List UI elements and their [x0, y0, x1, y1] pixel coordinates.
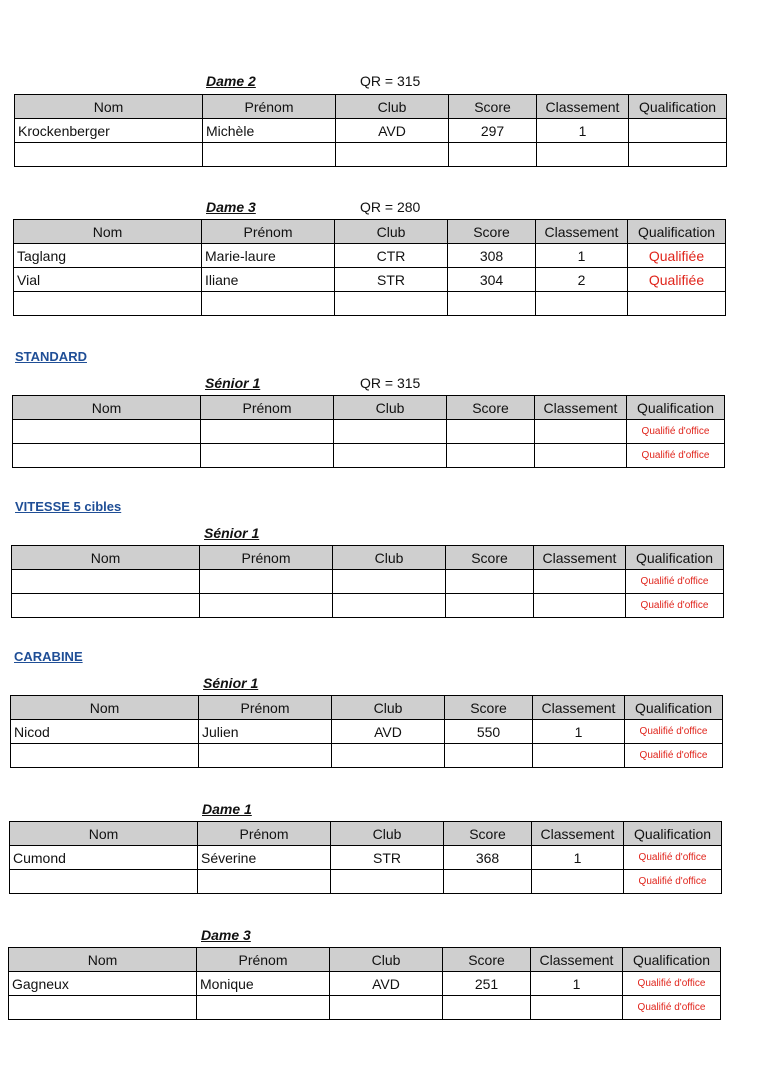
- cell-qualification: Qualifié d'office: [624, 870, 722, 894]
- cell-prenom: [203, 143, 336, 167]
- table-header-row: [10, 822, 722, 846]
- results-table: [10, 695, 723, 768]
- cell-club: [333, 594, 446, 618]
- header-club: Club: [335, 220, 448, 244]
- cell-nom: Gagneux: [9, 972, 197, 996]
- table-row: [13, 444, 725, 468]
- results-table: [11, 545, 724, 618]
- category-title: Sénior 1: [204, 525, 260, 541]
- cell-qualification: Qualifié d'office: [627, 420, 725, 444]
- cell-score: [444, 870, 532, 894]
- header-nom: Nom: [15, 95, 203, 119]
- cell-classement: [536, 292, 628, 316]
- cell-qualification: [629, 119, 727, 143]
- cell-score: [447, 444, 535, 468]
- cell-score: [445, 744, 533, 768]
- cell-club: AVD: [332, 720, 445, 744]
- table-row: [13, 420, 725, 444]
- header-prenom: Prénom: [197, 948, 330, 972]
- cell-score: [446, 570, 534, 594]
- cell-prenom: Iliane: [202, 268, 335, 292]
- header-qualification: Qualification: [623, 948, 721, 972]
- header-qualification: Qualification: [627, 396, 725, 420]
- cell-prenom: [200, 594, 333, 618]
- table-header-row: [15, 95, 727, 119]
- category-title: Sénior 1: [205, 375, 261, 391]
- qr-threshold: QR = 315: [360, 73, 421, 89]
- category-title: Dame 2: [206, 73, 256, 89]
- cell-club: AVD: [330, 972, 443, 996]
- category-title: Dame 3: [206, 199, 256, 215]
- cell-qualification: Qualifiée: [628, 268, 726, 292]
- cell-classement: 1: [532, 846, 624, 870]
- cell-nom: [15, 143, 203, 167]
- cell-prenom: Michèle: [203, 119, 336, 143]
- cell-classement: [535, 420, 627, 444]
- section-title-carabine: CARABINE: [14, 649, 83, 664]
- category-title: Dame 1: [202, 801, 252, 817]
- cell-classement: [533, 744, 625, 768]
- cell-club: STR: [331, 846, 444, 870]
- table-header-row: [14, 220, 726, 244]
- cell-club: [335, 292, 448, 316]
- table-row: [9, 996, 721, 1020]
- table-header-row: [12, 546, 724, 570]
- cell-classement: [532, 870, 624, 894]
- cell-nom: Cumond: [10, 846, 198, 870]
- cell-nom: Nicod: [11, 720, 199, 744]
- results-table: [8, 947, 721, 1020]
- cell-qualification: Qualifié d'office: [626, 594, 724, 618]
- header-club: Club: [331, 822, 444, 846]
- cell-classement: [537, 143, 629, 167]
- cell-classement: 1: [531, 972, 623, 996]
- cell-club: STR: [335, 268, 448, 292]
- cell-club: [336, 143, 449, 167]
- cell-score: [447, 420, 535, 444]
- cell-score: [449, 143, 537, 167]
- results-table: [14, 94, 727, 167]
- cell-classement: 1: [536, 244, 628, 268]
- category-title: Dame 3: [201, 927, 251, 943]
- cell-qualification: Qualifié d'office: [625, 720, 723, 744]
- header-qualification: Qualification: [624, 822, 722, 846]
- cell-score: 304: [448, 268, 536, 292]
- cell-qualification: [628, 292, 726, 316]
- header-classement: Classement: [534, 546, 626, 570]
- header-score: Score: [447, 396, 535, 420]
- cell-prenom: [201, 444, 334, 468]
- cell-nom: [14, 292, 202, 316]
- cell-score: 368: [444, 846, 532, 870]
- cell-club: CTR: [335, 244, 448, 268]
- cell-qualification: Qualifié d'office: [624, 846, 722, 870]
- table-row: [10, 846, 722, 870]
- section-title-vitesse: VITESSE 5 cibles: [15, 499, 122, 514]
- cell-classement: 2: [536, 268, 628, 292]
- header-classement: Classement: [531, 948, 623, 972]
- header-prenom: Prénom: [201, 396, 334, 420]
- cell-qualification: Qualifié d'office: [623, 972, 721, 996]
- table-row: [15, 143, 727, 167]
- cell-club: AVD: [336, 119, 449, 143]
- header-prenom: Prénom: [198, 822, 331, 846]
- cell-score: 308: [448, 244, 536, 268]
- table-row: [10, 870, 722, 894]
- header-score: Score: [446, 546, 534, 570]
- header-classement: Classement: [532, 822, 624, 846]
- header-qualification: Qualification: [625, 696, 723, 720]
- cell-qualification: Qualifié d'office: [625, 744, 723, 768]
- cell-score: 550: [445, 720, 533, 744]
- table-row: [11, 744, 723, 768]
- category-title: Sénior 1: [203, 675, 259, 691]
- header-nom: Nom: [13, 396, 201, 420]
- results-table: [13, 219, 726, 316]
- results-table: [12, 395, 725, 468]
- header-nom: Nom: [12, 546, 200, 570]
- cell-club: [332, 744, 445, 768]
- cell-qualification: Qualifiée: [628, 244, 726, 268]
- table-row: [15, 119, 727, 143]
- cell-classement: [534, 594, 626, 618]
- table-row: [11, 720, 723, 744]
- cell-prenom: Séverine: [198, 846, 331, 870]
- table-header-row: [13, 396, 725, 420]
- header-classement: Classement: [536, 220, 628, 244]
- qr-threshold: QR = 315: [360, 375, 421, 391]
- cell-nom: [11, 744, 199, 768]
- table-header-row: [11, 696, 723, 720]
- cell-club: [334, 420, 447, 444]
- header-prenom: Prénom: [200, 546, 333, 570]
- header-qualification: Qualification: [629, 95, 727, 119]
- section-title-standard: STANDARD: [15, 349, 87, 364]
- header-prenom: Prénom: [199, 696, 332, 720]
- table-row: [12, 570, 724, 594]
- header-score: Score: [444, 822, 532, 846]
- cell-score: [443, 996, 531, 1020]
- cell-qualification: Qualifié d'office: [626, 570, 724, 594]
- cell-classement: 1: [533, 720, 625, 744]
- cell-prenom: [198, 870, 331, 894]
- header-club: Club: [334, 396, 447, 420]
- cell-score: [446, 594, 534, 618]
- table-row: [14, 244, 726, 268]
- cell-club: [334, 444, 447, 468]
- cell-prenom: [199, 744, 332, 768]
- header-score: Score: [445, 696, 533, 720]
- qr-threshold: QR = 280: [360, 199, 421, 215]
- cell-classement: 1: [537, 119, 629, 143]
- cell-score: 251: [443, 972, 531, 996]
- table-row: [9, 972, 721, 996]
- cell-nom: [10, 870, 198, 894]
- header-nom: Nom: [14, 220, 202, 244]
- cell-club: [333, 570, 446, 594]
- cell-qualification: Qualifié d'office: [627, 444, 725, 468]
- header-nom: Nom: [11, 696, 199, 720]
- cell-classement: [535, 444, 627, 468]
- header-club: Club: [336, 95, 449, 119]
- cell-club: [331, 870, 444, 894]
- cell-score: 297: [449, 119, 537, 143]
- table-header-row: [9, 948, 721, 972]
- header-club: Club: [333, 546, 446, 570]
- cell-nom: Taglang: [14, 244, 202, 268]
- cell-score: [448, 292, 536, 316]
- header-score: Score: [443, 948, 531, 972]
- cell-prenom: [197, 996, 330, 1020]
- cell-prenom: Julien: [199, 720, 332, 744]
- cell-classement: [534, 570, 626, 594]
- header-score: Score: [448, 220, 536, 244]
- cell-nom: Vial: [14, 268, 202, 292]
- header-nom: Nom: [10, 822, 198, 846]
- cell-qualification: Qualifié d'office: [623, 996, 721, 1020]
- results-table: [9, 821, 722, 894]
- table-row: [14, 268, 726, 292]
- cell-nom: [13, 420, 201, 444]
- cell-prenom: Marie-laure: [202, 244, 335, 268]
- table-row: [14, 292, 726, 316]
- header-club: Club: [330, 948, 443, 972]
- cell-nom: [12, 594, 200, 618]
- header-prenom: Prénom: [203, 95, 336, 119]
- cell-prenom: [201, 420, 334, 444]
- cell-club: [330, 996, 443, 1020]
- header-qualification: Qualification: [628, 220, 726, 244]
- cell-prenom: [202, 292, 335, 316]
- header-nom: Nom: [9, 948, 197, 972]
- cell-nom: [12, 570, 200, 594]
- cell-nom: Krockenberger: [15, 119, 203, 143]
- header-prenom: Prénom: [202, 220, 335, 244]
- cell-nom: [13, 444, 201, 468]
- header-classement: Classement: [537, 95, 629, 119]
- header-club: Club: [332, 696, 445, 720]
- header-qualification: Qualification: [626, 546, 724, 570]
- cell-qualification: [629, 143, 727, 167]
- table-row: [12, 594, 724, 618]
- cell-nom: [9, 996, 197, 1020]
- cell-classement: [531, 996, 623, 1020]
- header-classement: Classement: [535, 396, 627, 420]
- header-score: Score: [449, 95, 537, 119]
- header-classement: Classement: [533, 696, 625, 720]
- cell-prenom: Monique: [197, 972, 330, 996]
- cell-prenom: [200, 570, 333, 594]
